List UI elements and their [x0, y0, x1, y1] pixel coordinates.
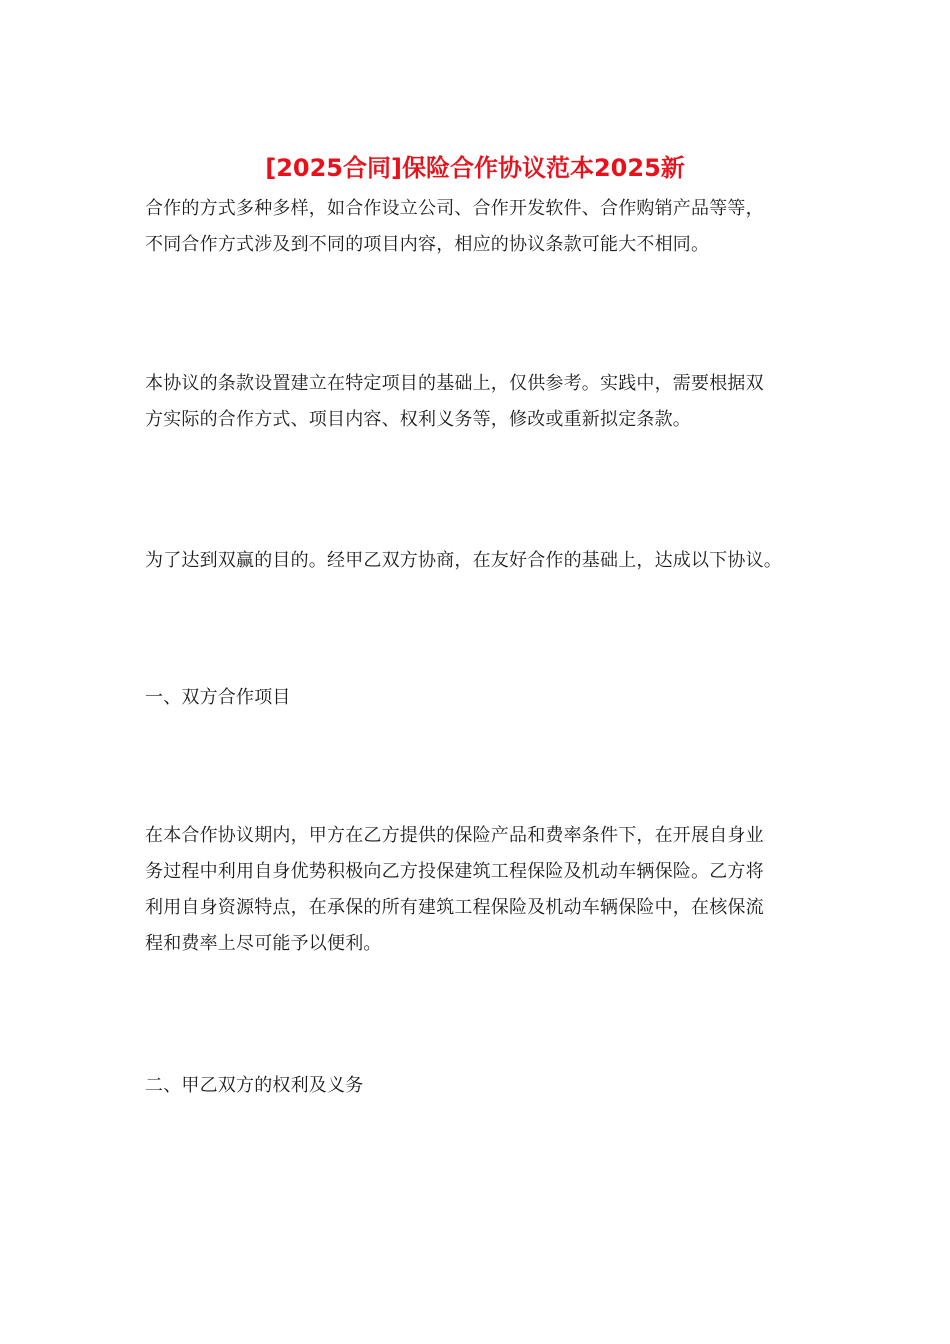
- section-heading-text: 二、甲乙双方的权利及义务: [145, 1075, 364, 1096]
- paragraph-line: 不同合作方式涉及到不同的项目内容，相应的协议条款可能大不相同。: [145, 234, 710, 255]
- paragraph-line: 程和费率上尽可能予以便利。: [145, 933, 382, 954]
- intro-paragraph-2: [145, 366, 815, 438]
- section-heading-2: [145, 1068, 815, 1104]
- paragraph-line: 方实际的合作方式、项目内容、权利义务等，修改或重新拟定条款。: [145, 409, 691, 430]
- document-title: [2025合同]保险合作协议范本2025新: [265, 154, 685, 182]
- paragraph-line: 利用自身资源特点，在承保的所有建筑工程保险及机动车辆保险中，在核保流: [145, 897, 764, 918]
- section-heading-text: 一、双方合作项目: [145, 687, 291, 708]
- intro-paragraph-3: [145, 543, 815, 579]
- section-heading-1: [145, 680, 815, 716]
- paragraph-line: 合作的方式多种多样，如合作设立公司、合作开发软件、合作购销产品等等，: [145, 198, 764, 219]
- paragraph-line: 为了达到双赢的目的。经甲乙双方协商，在友好合作的基础上，达成以下协议。: [145, 550, 782, 571]
- intro-paragraph-1: [145, 191, 815, 263]
- paragraph-line: 务过程中利用自身优势积极向乙方投保建筑工程保险及机动车辆保险。乙方将: [145, 861, 764, 882]
- paragraph-line: 本协议的条款设置建立在特定项目的基础上，仅供参考。实践中，需要根据双: [145, 373, 764, 394]
- paragraph-line: 在本合作协议期内，甲方在乙方提供的保险产品和费率条件下，在开展自身业: [145, 825, 764, 846]
- section-1-body: [145, 818, 815, 962]
